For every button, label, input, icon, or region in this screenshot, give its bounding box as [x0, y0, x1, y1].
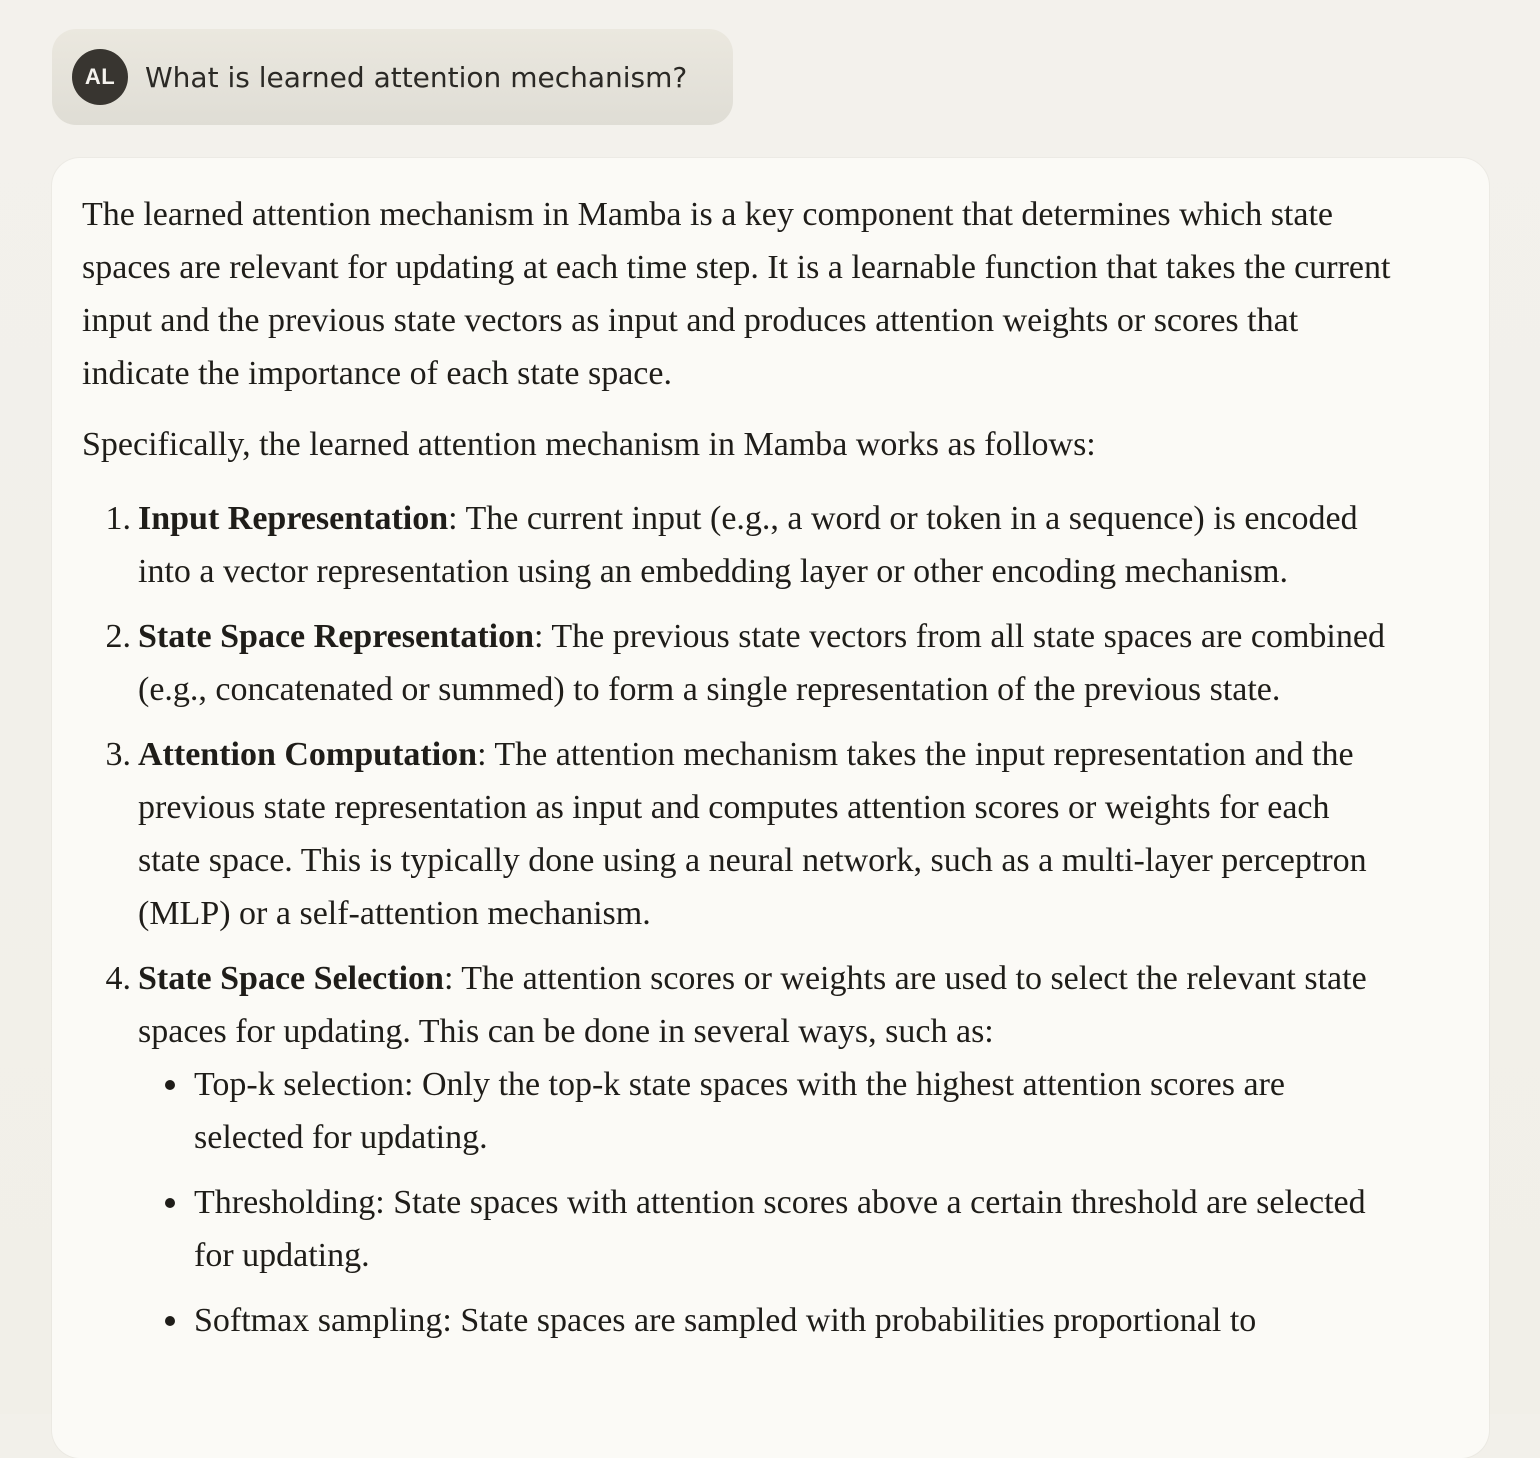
step-text: : The attention scores or weights are used to select the relevant state spaces for updating. This can be done in several ways, such as: — [138, 960, 1367, 1050]
step-item-2 — [82, 610, 1392, 716]
user-avatar[interactable]: AL — [72, 49, 128, 105]
bullet-dot — [138, 1294, 194, 1347]
step-text: : The attention mechanism takes the input representation and the previous state representation as input and computes attention scores or weights for each state space. This is typically done using a neural network, such as a multi-layer perceptron (MLP) or a self-attention mechanism. — [138, 736, 1367, 932]
selection-method-text: Softmax sampling: State spaces are sampled with probabilities proportional to — [194, 1302, 1257, 1339]
assistant-response-content — [82, 188, 1392, 1359]
bullet-dot — [138, 1058, 194, 1164]
user-message-text: What is learned attention mechanism? — [145, 60, 688, 94]
response-intro-paragraph: The learned attention mechanism in Mamba is a key component that determines which state spaces are relevant for updating at each time step. It is a learnable function that takes the current input and the previous state vectors as input and produces attention weights or scores that indicate the importance of each state space. — [82, 196, 1391, 392]
step-title: Input Representation — [138, 500, 449, 537]
selection-method-text: Thresholding: State spaces with attention scores above a certain threshold are selected for updating. — [194, 1184, 1366, 1274]
assistant-response-card — [52, 158, 1489, 1458]
step-item-4 — [82, 952, 1392, 1359]
step-item-1 — [82, 492, 1392, 598]
selection-method-item — [138, 1294, 1392, 1347]
selection-methods-list — [138, 1058, 1392, 1347]
selection-method-text: Top-k selection: Only the top-k state spaces with the highest attention scores are selected for updating. — [194, 1066, 1285, 1156]
step-title: Attention Computation — [138, 736, 478, 773]
user-message-bubble — [52, 29, 733, 125]
step-body — [138, 610, 1392, 716]
step-number: 3. — [105, 736, 131, 773]
step-text: : The current input (e.g., a word or token in a sequence) is encoded into a vector representation using an embedding layer or other encoding mechanism. — [138, 500, 1358, 590]
selection-method-item — [138, 1176, 1392, 1282]
step-body — [138, 728, 1392, 940]
step-text: : The previous state vectors from all state spaces are combined (e.g., concatenated or summed) to form a single representation of the previous state. — [138, 618, 1385, 708]
steps-list — [82, 492, 1392, 1359]
step-number: 2. — [105, 618, 131, 655]
step-item-3 — [82, 728, 1392, 940]
step-number: 4. — [105, 960, 131, 997]
bullet-dot — [138, 1176, 194, 1282]
step-body — [138, 952, 1392, 1359]
selection-method-item — [138, 1058, 1392, 1164]
step-body — [138, 492, 1392, 598]
step-title: State Space Selection — [138, 960, 444, 997]
step-title: State Space Representation — [138, 618, 534, 655]
step-number: 1. — [105, 500, 131, 537]
response-lead-in: Specifically, the learned attention mechanism in Mamba works as follows: — [82, 426, 1096, 463]
